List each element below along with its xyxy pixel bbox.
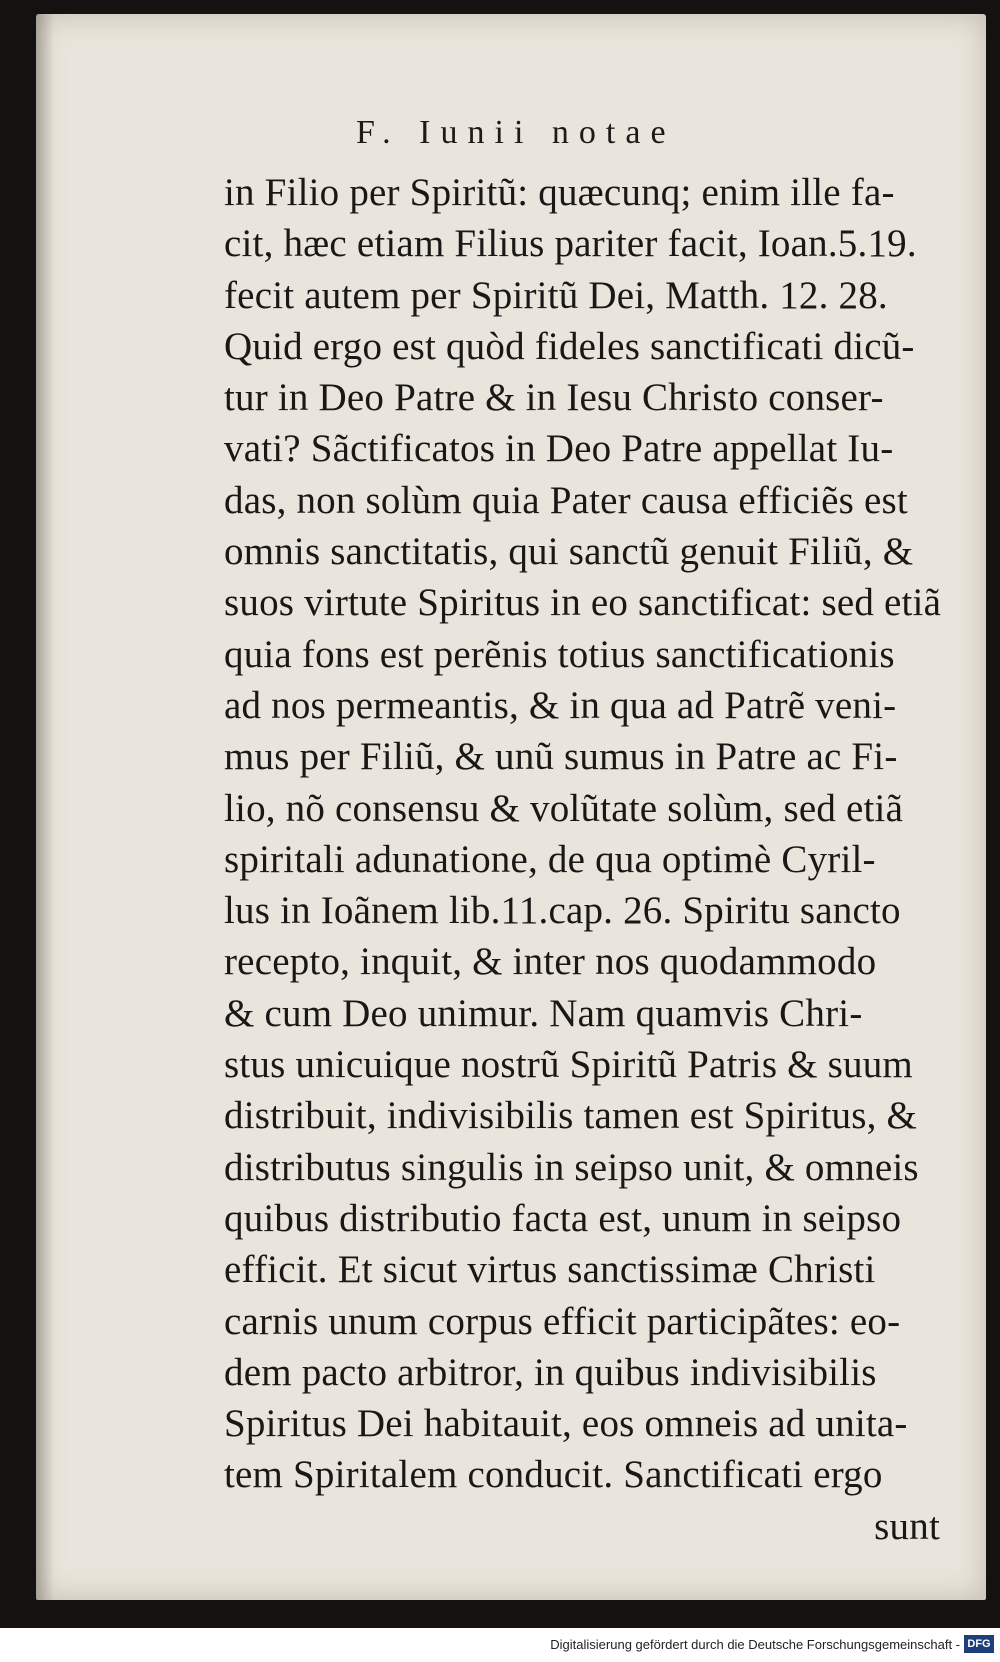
text-line: suos virtute Spiritus in eo sanctificat: sed etiã [224,581,942,625]
text-line: dem pacto arbitror, in quibus indivisibilis [224,1350,877,1394]
book-page [36,14,986,1600]
text-line: quibus distributio facta est, unum in seipso [224,1196,902,1240]
text-line: tem Spiritalem conducit. Sanctificati ergo [224,1453,883,1497]
text-line: omnis sanctitatis, qui sanctũ genuit Filiũ, & [224,530,914,574]
text-line: efficit. Et sicut virtus sanctissimæ Christi [224,1248,876,1292]
text-line: recepto, inquit, & inter nos quodammodo [224,940,877,984]
text-line: Quid ergo est quòd fideles sanctificati dicũ- [224,324,915,368]
body-text [224,167,964,1552]
text-line: lio, nõ consensu & volũtate solùm, sed etiã [224,786,904,830]
text-line: stus unicuique nostrũ Spiritũ Patris & suum [224,1043,913,1087]
funding-credit: Digitalisierung gefördert durch die Deutsche Forschungsgemeinschaft - [550,1637,960,1652]
text-line: spiritali adunatione, de qua optimè Cyril- [224,837,876,881]
text-line: cit, hæc etiam Filius pariter facit, Ioan.5.19. [224,222,917,266]
text-line: lus in Ioãnem lib.11.cap. 26. Spiritu sancto [224,889,901,933]
text-line: carnis unum corpus efficit participãtes: eo- [224,1299,901,1343]
text-line: mus per Filiũ, & unũ sumus in Patre ac Fi- [224,735,898,779]
text-line: & cum Deo unimur. Nam quamvis Chri- [224,991,863,1035]
text-line: ad nos permeantis, & in qua ad Patrẽ veni- [224,683,897,727]
text-line: quia fons est perẽnis totius sanctificationis [224,632,895,676]
text-line: Spiritus Dei habitauit, eos omneis ad unita- [224,1402,908,1446]
text-line: vati? Sãctificatos in Deo Patre appellat Iu- [224,427,894,471]
text-line: distribuit, indivisibilis tamen est Spiritus, & [224,1094,918,1138]
catchword: sunt [874,1504,940,1548]
dfg-logo-icon: DFG [964,1635,994,1653]
text-line: distributus singulis in seipso unit, & omneis [224,1145,919,1189]
text-line: fecit autem per Spiritũ Dei, Matth. 12. 28. [224,273,888,317]
text-line: das, non solùm quia Pater causa efficiẽs est [224,478,908,522]
page-gutter-shadow [36,14,54,1600]
text-line: in Filio per Spiritũ: quæcunq; enim ille fa- [224,171,895,214]
text-line: tur in Deo Patre & in Iesu Christo conser- [224,376,884,420]
running-head: F. Iunii notae [356,114,676,151]
digitization-footer [0,1628,1000,1662]
